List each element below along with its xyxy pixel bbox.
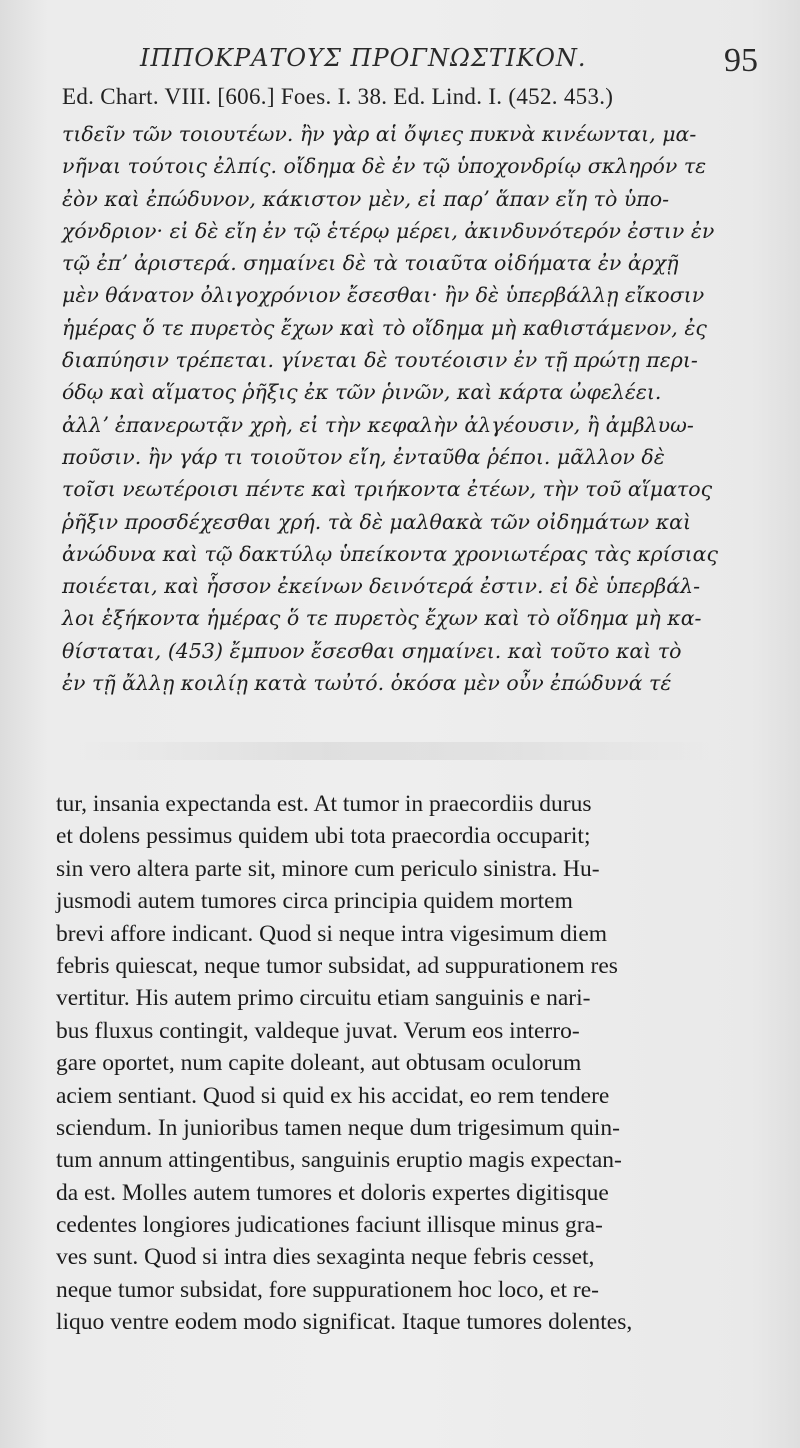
latin-line: da est. Molles autem tumores et doloris expertes digitisque	[56, 1179, 609, 1206]
latin-text-block	[56, 788, 716, 1339]
greek-line: ποῦσιν. ἢν γάρ τι τοιοῦτον εἴη, ἐνταῦθα ῥέποι. μᾶλλον δὲ	[62, 444, 665, 469]
greek-line: τιδεῖν τῶν τοιουτέων. ἢν γὰρ αἱ ὄψιες πυκνὰ κινέωνται, μα-	[62, 122, 697, 146]
greek-line: νῆναι τούτοις ἐλπίς. οἴδημα δὲ ἐν τῷ ὑποχονδρίῳ σκληρόν τε	[62, 154, 707, 179]
latin-line: cedentes longiores judicationes faciunt illisque minus gra-	[56, 1212, 603, 1239]
latin-line: neque tumor subsidat, fore suppurationem hoc loco, et re-	[56, 1276, 599, 1303]
latin-line: et dolens pessimus quidem ubi tota praecordia occuparit;	[56, 823, 591, 850]
greek-text-block	[62, 118, 722, 699]
latin-line: brevi affore indicant. Quod si neque intra vigesimum diem	[56, 920, 608, 947]
greek-line: ἐὸν καὶ ἐπώδυνον, κάκιστον μὲν, εἰ παρʼ ἅπαν εἴη τὸ ὑπο-	[62, 186, 670, 211]
greek-line: διαπύησιν τρέπεται. γίνεται δὲ τουτέοισιν ἐν τῇ πρώτῃ περι-	[62, 348, 698, 373]
latin-line: liquo ventre eodem modo significat. Itaque tumores dolentes,	[56, 1309, 633, 1336]
latin-line: vertitur. His autem primo circuitu etiam sanguinis e nari-	[56, 985, 591, 1012]
running-title: ΙΠΠΟΚΡΑΤΟΥΣ ΠΡΟΓΝΩΣΤΙΚΟΝ.	[140, 44, 587, 72]
greek-line: ῥῆξιν προσδέχεσθαι χρή. τὰ δὲ μαλθακὰ τῶν οἰδημάτων καὶ	[62, 509, 692, 534]
greek-line: λοι ἑξήκοντα ἡμέρας ὅ τε πυρετὸς ἔχων καὶ τὸ οἴδημα μὴ κα-	[62, 606, 702, 631]
latin-line: gare oportet, num capite doleant, aut obtusam oculorum	[56, 1050, 582, 1077]
latin-line: aciem sentiant. Quod si quid ex his accidat, eo rem tendere	[56, 1082, 610, 1109]
greek-line: τοῖσι νεωτέροισι πέντε καὶ τριήκοντα ἐτέων, τὴν τοῦ αἵματος	[62, 477, 713, 502]
latin-line: sciendum. In junioribus tamen neque dum trigesimum quin-	[56, 1114, 620, 1141]
greek-line: όδῳ καὶ αἵματος ῥῆξις ἐκ τῶν ῥινῶν, καὶ κάρτα ὠφελέει.	[62, 380, 662, 405]
latin-line: tum annum attingentibus, sanguinis eruptio magis expectan-	[56, 1147, 622, 1174]
greek-line: χόνδριον· εἰ δὲ εἴη ἐν τῷ ἑτέρῳ μέρει, ἀκινδυνότερόν ἐστιν ἐν	[62, 218, 715, 243]
greek-line: μὲν θάνατον ὀλιγοχρόνιον ἔσεσθαι· ἢν δὲ ὑπερβάλλῃ εἴκοσιν	[62, 283, 705, 308]
edition-reference: Ed. Chart. VIII. [606.] Foes. I. 38. Ed. Lind. I. (452. 453.)	[62, 84, 614, 109]
latin-line: tur, insania expectanda est. At tumor in praecordiis durus	[56, 791, 592, 817]
latin-line: jusmodi autem tumores circa principia quidem mortem	[56, 888, 573, 915]
latin-line: ves sunt. Quod si intra dies sexaginta neque febris cesset,	[56, 1244, 595, 1271]
greek-line: ἀνώδυνα καὶ τῷ δακτύλῳ ὑπείκοντα χρονιωτέρας τὰς κρίσιας	[62, 541, 718, 566]
greek-line: ποιέεται, καὶ ἧσσον ἐκείνων δεινότερά ἐστιν. εἰ δὲ ὑπερβάλ-	[62, 574, 701, 599]
greek-line: ἐν τῇ ἄλλῃ κοιλίῃ κατὰ τωὐτό. ὁκόσα μὲν οὖν ἐπώδυνά τέ	[62, 671, 672, 696]
page-number: 95	[724, 42, 758, 79]
greek-line: ἡμέρας ὅ τε πυρετὸς ἔχων καὶ τὸ οἴδημα μὴ καθιστάμενον, ἐς	[62, 315, 707, 340]
bleed-through-smudge	[70, 742, 710, 760]
latin-line: bus fluxus contingit, valdeque juvat. Verum eos interro-	[56, 1017, 580, 1044]
latin-line: febris quiescat, neque tumor subsidat, ad suppurationem res	[56, 952, 618, 979]
latin-line: sin vero altera parte sit, minore cum periculo sinistra. Hu-	[56, 855, 600, 882]
greek-line: θίσταται, (453) ἔμπυον ἔσεσθαι σημαίνει. καὶ τοῦτο καὶ τὸ	[62, 638, 682, 663]
greek-line: ἀλλʼ ἐπανερωτᾷν χρὴ, εἰ τὴν κεφαλὴν ἀλγέουσιν, ἢ ἀμβλυω-	[62, 412, 694, 437]
greek-line: τῷ ἐπʼ ἀριστερά. σημαίνει δὲ τὰ τοιαῦτα οἰδήματα ἐν ἀρχῇ	[62, 251, 679, 276]
